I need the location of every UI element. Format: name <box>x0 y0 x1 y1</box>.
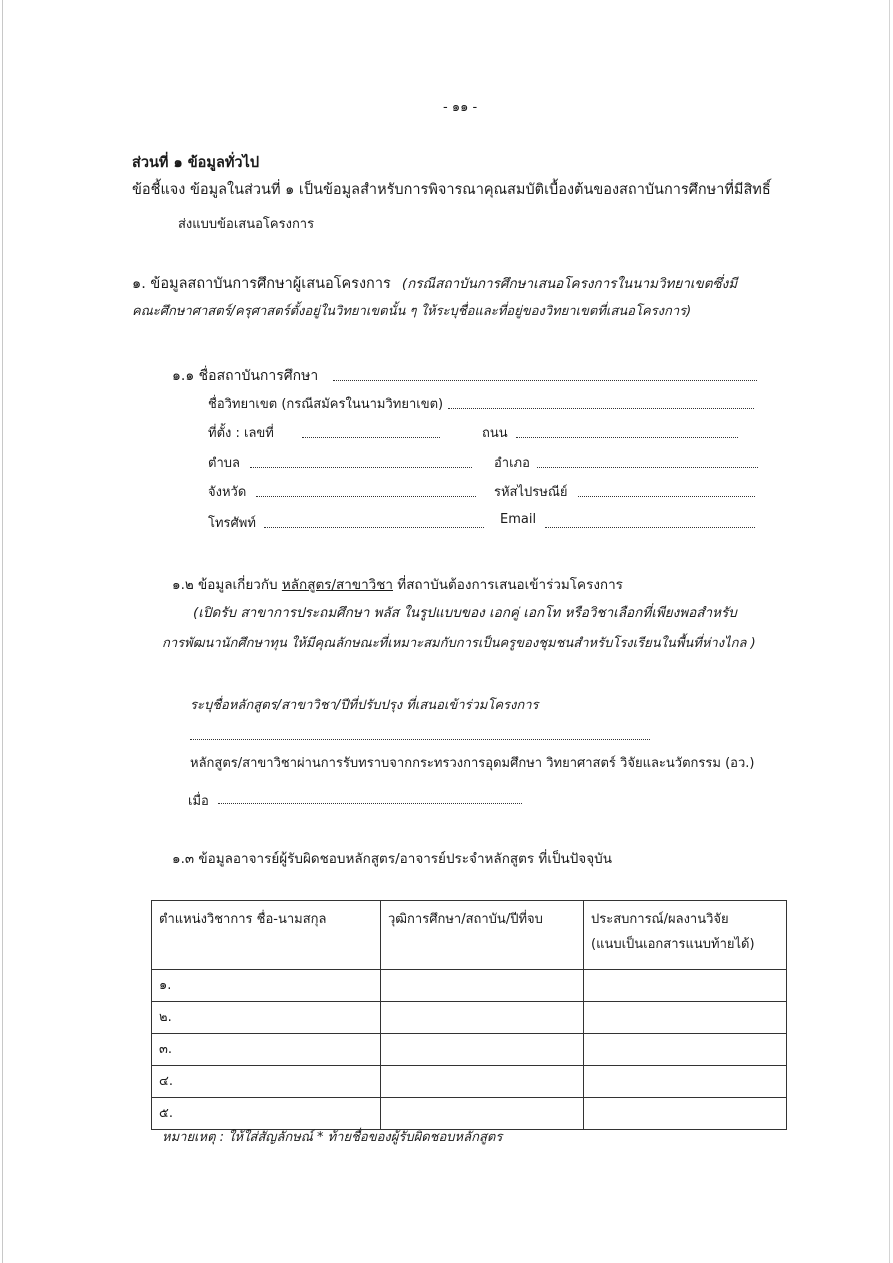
section1-heading-note-line2: คณะศึกษาศาสตร์/ครุศาสตร์ตั้งอยู่ในวิทยาเขตนั้น ๆ ให้ระบุชื่อและที่อยู่ของวิทยาเขตที่เสนอโครงการ) <box>132 304 692 319</box>
email-field[interactable] <box>545 527 755 528</box>
header-position-name: ตำแหน่งวิชาการ ชื่อ-นามสกุล <box>152 901 381 970</box>
district-label: อำเภอ <box>494 456 530 471</box>
part-note-line2: ส่งแบบข้อเสนอโครงการ <box>178 217 315 232</box>
row-number[interactable]: ๔. <box>152 1066 381 1098</box>
part-title: ส่วนที่ ๑ ข้อมูลทั่วไป <box>132 155 260 171</box>
s13-heading: ๑.๓ ข้อมูลอาจารย์ผู้รับผิดชอบหลักสูตร/อาจารย์ประจำหลักสูตร ที่เป็นปัจจุบัน <box>172 851 612 867</box>
table-row <box>152 970 787 1002</box>
education-cell[interactable] <box>381 1002 584 1034</box>
province-label: จังหวัด <box>208 485 247 500</box>
staff-table-header <box>152 901 787 970</box>
institution-name-field[interactable] <box>333 380 757 381</box>
postal-code-field[interactable] <box>578 496 755 497</box>
campus-name-field[interactable] <box>448 408 754 409</box>
table-row <box>152 1034 787 1066</box>
s12-note-line1: (เปิดรับ สาขาการประถมศึกษา พลัส ในรูปแบบของ เอกคู่ เอกโท หรือวิชาเลือกที่เพียงพอสำหรับ <box>193 605 737 621</box>
s12-heading-prefix: ๑.๒ ข้อมูลเกี่ยวกับ <box>172 577 278 593</box>
part-note-line1: ข้อชี้แจง ข้อมูลในส่วนที่ ๑ เป็นข้อมูลสำหรับการพิจารณาคุณสมบัติเบื้องต้นของสถาบันการศึกษาที่มีสิทธิ์ <box>132 182 771 198</box>
header-experience-line2: (แนบเป็นเอกสารแนบท้ายได้) <box>591 937 755 952</box>
row-number[interactable]: ๓. <box>152 1034 381 1066</box>
page-number: - ๑๑ - <box>443 100 478 115</box>
table-row <box>152 1098 787 1130</box>
s12-heading-suffix: ที่สถาบันต้องการเสนอเข้าร่วมโครงการ <box>397 577 623 593</box>
approval-label: หลักสูตร/สาขาวิชาผ่านการรับทราบจากกระทรวงการอุดมศึกษา วิทยาศาสตร์ วิจัยและนวัตกรรม (อว.) <box>190 756 755 771</box>
district-field[interactable] <box>537 467 758 468</box>
address-number-label: ที่ตั้ง : เลขที่ <box>208 426 274 441</box>
subdistrict-field[interactable] <box>250 467 472 468</box>
staff-table <box>151 900 787 1130</box>
page-edge-left <box>2 0 3 1263</box>
campus-name-label: ชื่อวิทยาเขต (กรณีสมัครในนามวิทยาเขต) <box>208 397 444 412</box>
table-remark: หมายเหตุ : ให้ใส่สัญลักษณ์ * ท้ายชื่อของผู้รับผิดชอบหลักสูตร <box>162 1130 503 1145</box>
road-field[interactable] <box>516 437 738 438</box>
experience-cell[interactable] <box>584 970 787 1002</box>
education-cell[interactable] <box>381 1034 584 1066</box>
program-specify-label: ระบุชื่อหลักสูตร/สาขาวิชา/ปีที่ปรับปรุง ที่เสนอเข้าร่วมโครงการ <box>190 698 539 713</box>
address-number-field[interactable] <box>302 437 440 438</box>
education-cell[interactable] <box>381 1098 584 1130</box>
header-experience-line1: ประสบการณ์/ผลงานวิจัย <box>591 912 729 927</box>
section1-heading-row <box>132 272 737 295</box>
subdistrict-label: ตำบล <box>208 456 240 471</box>
s12-heading <box>172 573 623 595</box>
experience-cell[interactable] <box>584 1098 787 1130</box>
row-number[interactable]: ๒. <box>152 1002 381 1034</box>
s12-heading-underlined: หลักสูตร/สาขาวิชา <box>281 577 393 593</box>
approval-date-label: เมื่อ <box>188 794 209 809</box>
experience-cell[interactable] <box>584 1002 787 1034</box>
program-specify-field[interactable] <box>190 739 650 740</box>
phone-label: โทรศัพท์ <box>208 516 256 531</box>
road-label: ถนน <box>482 426 508 441</box>
email-label: Email <box>500 512 537 527</box>
education-cell[interactable] <box>381 1066 584 1098</box>
header-experience <box>584 901 787 970</box>
education-cell[interactable] <box>381 970 584 1002</box>
institution-name-label: ๑.๑ ชื่อสถาบันการศึกษา <box>172 368 319 384</box>
postal-code-label: รหัสไปรษณีย์ <box>494 485 568 500</box>
experience-cell[interactable] <box>584 1034 787 1066</box>
row-number[interactable]: ๑. <box>152 970 381 1002</box>
phone-field[interactable] <box>264 527 484 528</box>
row-number[interactable]: ๕. <box>152 1098 381 1130</box>
s12-note-line2: การพัฒนานักศึกษาทุน ให้มีคุณลักษณะที่เหมาะสมกับการเป็นครูของชุมชนสำหรับโรงเรียนในพื้นที่ห่างไกล ) <box>162 636 756 651</box>
section1-heading-note: (กรณีสถาบันการศึกษาเสนอโครงการในนามวิทยาเขตซึ่งมี <box>401 276 738 292</box>
table-row <box>152 1002 787 1034</box>
section1-heading: ๑. ข้อมูลสถาบันการศึกษาผู้เสนอโครงการ <box>132 276 391 292</box>
header-education: วุฒิการศึกษา/สถาบัน/ปีที่จบ <box>381 901 584 970</box>
experience-cell[interactable] <box>584 1066 787 1098</box>
table-row <box>152 1066 787 1098</box>
approval-date-field[interactable] <box>218 803 522 804</box>
page-edge-right <box>889 0 890 1263</box>
province-field[interactable] <box>256 496 476 497</box>
